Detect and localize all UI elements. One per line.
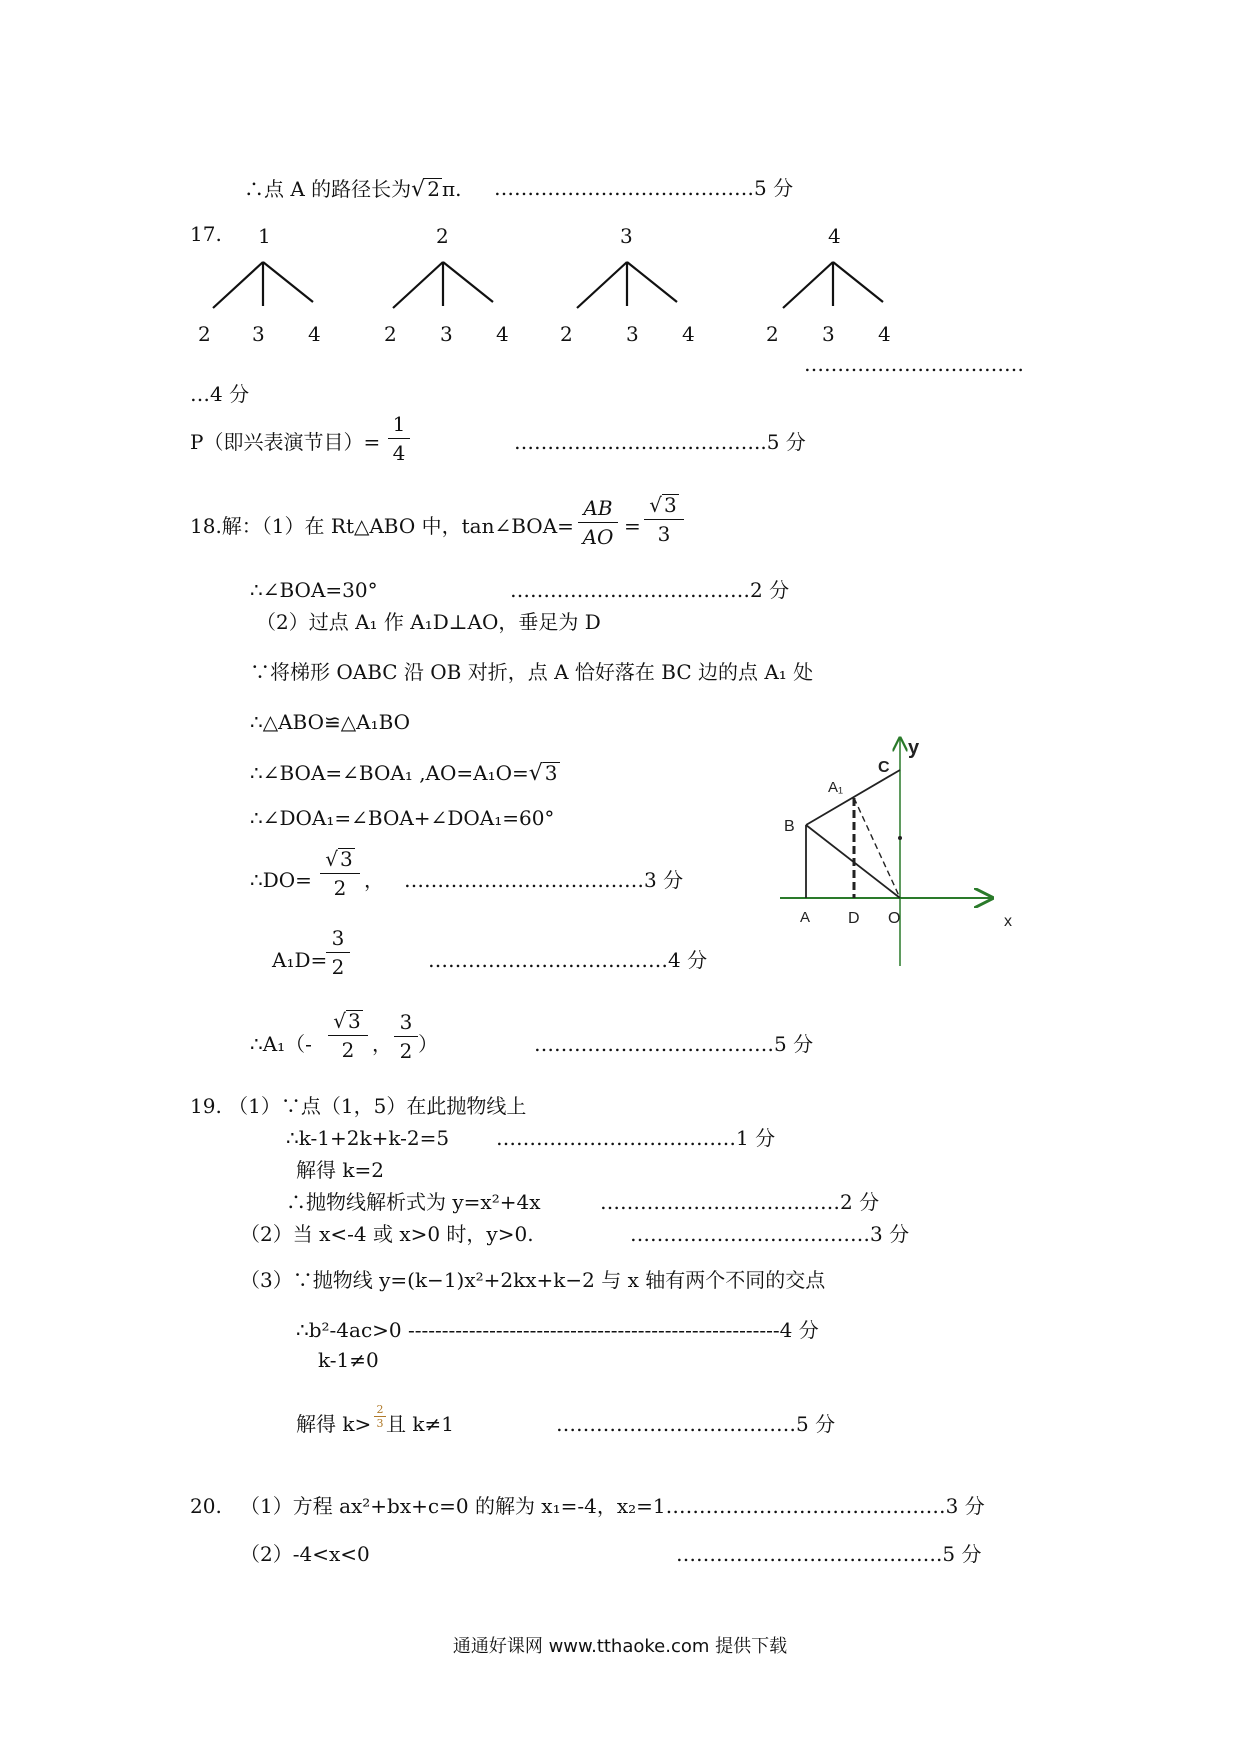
fraction-numerator: 1	[392, 412, 406, 436]
fraction-numerator: AB	[583, 496, 613, 520]
score-dots: ………………………………5 分	[534, 1032, 814, 1056]
tree-2-branches	[393, 262, 493, 308]
label-y: y	[908, 737, 920, 759]
fraction-bar	[644, 519, 684, 520]
line-text: ∴∠BOA=∠BOA₁ ,AO=A₁O=	[250, 761, 529, 785]
q18-line-8: ∴DO=	[250, 868, 312, 892]
axis-point	[898, 836, 902, 840]
q18-line-10: ∴A₁（-	[250, 1032, 312, 1056]
q18-line-9: A₁D=	[272, 948, 328, 972]
comma: ，	[372, 1032, 392, 1056]
fraction-denominator: 3	[657, 522, 671, 546]
sqrt-value: 2	[427, 177, 440, 201]
sqrt-value: 3	[348, 1009, 361, 1033]
score-dots: ………………………………5 分	[556, 1412, 836, 1436]
tree-3-leaf: 4	[682, 322, 695, 346]
label-a: A	[800, 909, 811, 926]
close-paren: ）	[418, 1032, 438, 1056]
fraction-denominator: AO	[582, 525, 614, 549]
fraction-bar	[328, 1035, 368, 1036]
fraction-numerator: 3	[331, 926, 345, 950]
tree-diagram	[0, 0, 1240, 360]
sqrt-sign: √	[528, 761, 543, 786]
fraction-denominator: 2	[399, 1039, 413, 1063]
sqrt-sign: √	[325, 847, 338, 871]
q19-line-5: （2）当 x<-4 或 x>0 时，y>0.	[240, 1222, 534, 1246]
q18-line-6	[250, 762, 560, 785]
page-footer: 通通好课网 www.tthaoke.com 提供下载	[452, 1636, 788, 1657]
tree-3-leaf: 3	[626, 322, 639, 346]
q20-line-2: （2）-4<x<0	[240, 1542, 370, 1566]
score-dots: ………………………………2 分	[510, 578, 790, 602]
fraction-bar	[394, 1036, 418, 1037]
k-bound-fraction	[374, 1404, 386, 1429]
q19-line-2: ∴k-1+2k+k-2=5	[286, 1126, 450, 1150]
tree-1-leaf: 3	[252, 322, 265, 346]
sqrt-sign: √	[333, 1009, 346, 1033]
fraction-numerator	[328, 1010, 368, 1031]
score-dots: …………………………………5 分	[494, 176, 794, 200]
tree-1-leaf: 2	[198, 322, 211, 346]
tree-3-top: 3	[620, 224, 633, 248]
tree-4-branches	[783, 262, 883, 308]
q19-line-8: k-1≠0	[318, 1348, 379, 1372]
fraction-numerator	[320, 848, 360, 869]
q19-line-6: （3）∵抛物线 y=(k−1)x²+2kx+k−2 与 x 轴有两个不同的交点	[240, 1268, 826, 1292]
tree-4-leaf: 4	[878, 322, 891, 346]
q18-line-3: （2）过点 A₁ 作 A₁D⊥AO，垂足为 D	[256, 610, 601, 634]
q18-line-7: ∴∠DOA₁=∠BOA+∠DOA₁=60°	[250, 806, 555, 830]
score-dots: ………………………………2 分	[600, 1190, 880, 1214]
tree-3-branches	[577, 262, 677, 308]
fraction-bar	[320, 873, 360, 874]
q20-label: 20.	[190, 1494, 222, 1518]
tree-2-leaf: 2	[384, 322, 397, 346]
q17-label: 17.	[190, 222, 222, 246]
fraction-denominator: 2	[331, 955, 345, 979]
path-length-text: ∴点 A 的路径长为	[244, 177, 412, 201]
probability-fraction	[388, 414, 410, 463]
fraction-numerator	[644, 494, 684, 515]
q19-line-7: ∴b²-4ac>0 -------------------------------------------------------4 分	[296, 1318, 819, 1342]
fraction-denominator: 4	[392, 441, 406, 465]
comma: ，	[364, 868, 384, 892]
fraction-bar	[578, 522, 618, 523]
tree-1-branches	[213, 262, 313, 308]
geometry-figure	[760, 730, 1040, 970]
score-dots: ………………………………….5 分	[676, 1542, 982, 1566]
q19-line-1: 19. （1）∵点（1，5）在此抛物线上	[190, 1094, 527, 1118]
segment-a1o	[854, 798, 900, 898]
sqrt-sign: √	[411, 177, 426, 202]
tan-fraction	[578, 498, 618, 547]
tree-1-leaf: 4	[308, 322, 321, 346]
score-dots: ………………………………4 分	[428, 948, 708, 972]
tree-3-leaf: 2	[560, 322, 573, 346]
sqrt-value: 3	[664, 493, 677, 517]
fraction-bar	[326, 952, 350, 953]
score-dots: ……………………………	[804, 352, 1024, 376]
q18-line-4: ∵将梯形 OABC 沿 OB 对折，点 A 恰好落在 BC 边的点 A₁ 处	[250, 660, 814, 684]
tree-4-top: 4	[828, 224, 841, 248]
sqrt-value: 3	[544, 761, 558, 785]
label-x: x	[1004, 913, 1012, 930]
q18-line-1: 18.解：（1）在 Rt△ABO 中，tan∠BOA=	[190, 514, 574, 538]
q18-line-5: ∴△ABO≌△A₁BO	[250, 710, 411, 734]
root3-over-3-fraction	[644, 494, 684, 544]
fraction-bar	[388, 438, 410, 439]
fraction-denominator: 2	[341, 1038, 355, 1062]
equals-sign: =	[624, 514, 641, 538]
fraction-numerator: 2	[376, 1403, 384, 1416]
pi-text: π.	[441, 177, 462, 201]
q19-line-9: 解得 k>	[296, 1412, 372, 1436]
a1-y-fraction	[394, 1012, 418, 1061]
score-dots: ………………………………3 分	[404, 868, 684, 892]
do-fraction	[320, 848, 360, 898]
a1-x-fraction	[328, 1010, 368, 1060]
q19-line-4: ∴抛物线解析式为 y=x²+4x	[286, 1190, 541, 1214]
tree-2-leaf: 4	[496, 322, 509, 346]
sqrt-sign: √	[649, 493, 662, 517]
fraction-denominator: 2	[333, 876, 347, 900]
tree-2-top: 2	[436, 224, 449, 248]
label-d: D	[848, 910, 860, 927]
tree-2-leaf: 3	[440, 322, 453, 346]
a1d-fraction	[326, 928, 350, 977]
fraction-numerator: 3	[399, 1010, 413, 1034]
q20-line-1: （1）方程 ax²+bx+c=0 的解为 x₁=-4，x₂=1……………………………………3 分	[240, 1494, 985, 1518]
label-b: B	[784, 818, 795, 835]
score-dots: ………………………………..5 分	[514, 430, 806, 454]
fraction-denominator: 3	[376, 1417, 384, 1430]
sqrt-value: 3	[340, 847, 353, 871]
label-c: C	[878, 759, 890, 776]
q18-line-2: ∴∠BOA=30°	[250, 578, 378, 602]
q19-line-9-suffix: 且 k≠1	[386, 1412, 454, 1436]
probability-text: P（即兴表演节目）=	[190, 430, 381, 454]
tree-4-leaf: 2	[766, 322, 779, 346]
tree-4-leaf: 3	[822, 322, 835, 346]
score-dots: ………………………………1 分	[496, 1126, 776, 1150]
q17-score: …4 分	[190, 382, 250, 406]
tree-1-top: 1	[258, 224, 271, 248]
score-dots: ………………………………3 分	[630, 1222, 910, 1246]
label-o: O	[888, 910, 901, 927]
label-a1: A₁	[828, 779, 844, 796]
q19-line-3: 解得 k=2	[296, 1158, 384, 1182]
